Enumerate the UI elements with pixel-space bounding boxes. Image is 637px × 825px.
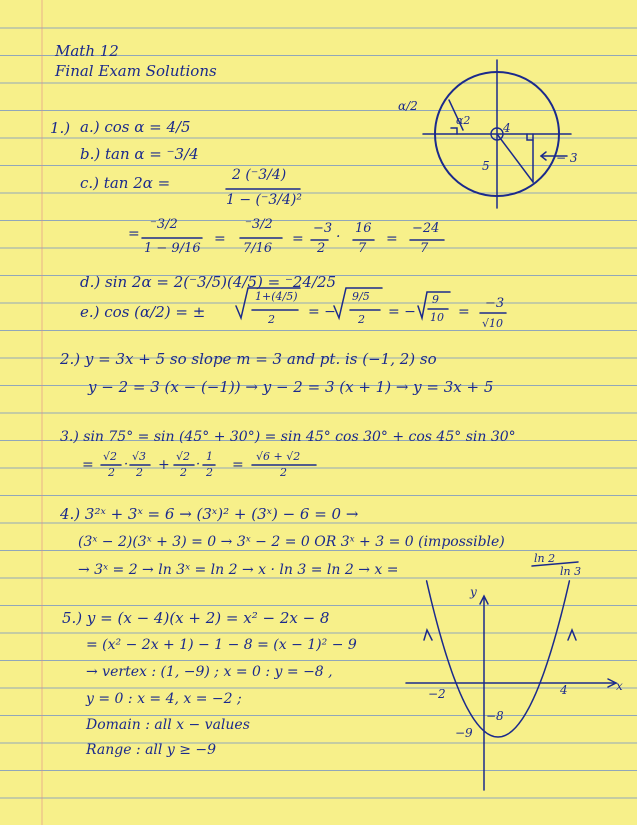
graph-vertex-label: −9 xyxy=(455,726,473,740)
problem-1c-f2-den: 7/16 xyxy=(243,241,273,256)
problem-1e-rad2-num: 9/5 xyxy=(352,290,370,303)
problem-1c-f2-num: ⁻3/2 xyxy=(245,217,273,232)
problem-3-f4-den: 2 xyxy=(206,466,213,479)
header-title: Final Exam Solutions xyxy=(55,62,217,80)
problem-1c-dot: · xyxy=(336,229,341,245)
diagram-side-4-label: 4 xyxy=(503,121,511,135)
problem-5-line3: → vertex : (1, −9) ; x = 0 : y = −8 , xyxy=(86,664,333,680)
problem-1c-eq3: = xyxy=(292,231,304,247)
problem-1c-eq4: = xyxy=(386,231,398,247)
problem-1e-rad1-den: 2 xyxy=(268,313,275,326)
graph-parabola-arrow-right xyxy=(568,630,576,640)
graph-x-axis-label: x xyxy=(616,679,623,693)
problem-1e-end-den: √10 xyxy=(482,317,504,330)
diagram-side-5-label: 5 xyxy=(482,159,490,173)
problem-3-eq1: = xyxy=(232,457,244,473)
problem-1d: d.) sin 2α = 2(⁻3/5)(4/5) = ⁻24/25 xyxy=(80,273,337,291)
problem-3-f2-num: √3 xyxy=(132,450,147,463)
diagram-right-angle xyxy=(527,134,533,140)
graph-y-axis-label: y xyxy=(470,585,477,599)
problem-1c-f4-den: 7 xyxy=(358,241,367,256)
diagram-radius xyxy=(497,134,533,182)
graph-parabola-arrow-left xyxy=(424,630,432,640)
problem-4-answer-num: ln 2 xyxy=(534,552,556,565)
problem-3-f1-num: √2 xyxy=(103,450,118,463)
problem-1e-rad1-num: 1+(4/5) xyxy=(255,290,298,303)
problem-3-line1: 3.) sin 75° = sin (45° + 30°) = sin 45° cos 30° + cos 45° sin 30° xyxy=(60,429,516,445)
problem-3-dot1: · xyxy=(124,457,129,472)
header-course: Math 12 xyxy=(55,42,119,60)
problem-3-dot2: · xyxy=(196,457,201,472)
problem-1e-rad2-den: 2 xyxy=(358,313,365,326)
problem-3-f4-num: 1 xyxy=(206,450,213,463)
problem-1e-end-num: −3 xyxy=(485,296,505,311)
diagram-right-angle-2 xyxy=(451,128,457,134)
problem-1c-f3-num: −3 xyxy=(313,221,333,236)
problem-1e-lhs: e.) cos (α/2) = ± xyxy=(80,303,206,321)
problem-1e-rad3-num: 9 xyxy=(432,293,439,306)
problem-5-line2: = (x² − 2x + 1) − 1 − 8 = (x − 1)² − 9 xyxy=(86,637,357,653)
problem-1c-f5-den: 7 xyxy=(420,241,429,256)
problem-5-line1: 5.) y = (x − 4)(x + 2) = x² − 2x − 8 xyxy=(62,609,330,627)
problem-1c-f1-den: 1 − 9/16 xyxy=(144,241,201,256)
problem-5-line4: y = 0 : x = 4, x = −2 ; xyxy=(86,691,242,707)
problem-1c-denominator: 1 − (⁻3/4)² xyxy=(226,192,302,208)
graph-root-neg2-label: −2 xyxy=(428,687,446,701)
problem-1c-f4-num: 16 xyxy=(355,221,372,236)
problem-1c-f3-den: 2 xyxy=(317,241,326,256)
problem-1c-eq: = xyxy=(128,226,140,242)
problem-5-range: Range : all y ≥ −9 xyxy=(86,742,217,758)
problem-3-f3-den: 2 xyxy=(180,466,187,479)
problem-1c-eq2: = xyxy=(214,231,226,247)
problem-2-line1: 2.) y = 3x + 5 so slope m = 3 and pt. is (−1, 2) so xyxy=(60,350,437,368)
problem-2-line2: y − 2 = 3 (x − (−1)) → y − 2 = 3 (x + 1) → y = 3x + 5 xyxy=(88,378,494,396)
problem-3-f2-den: 2 xyxy=(136,466,143,479)
problem-5-domain: Domain : all x − values xyxy=(86,717,250,733)
problem-1c-f1-num: ⁻3/2 xyxy=(150,217,178,232)
problem-1b: b.) tan α = ⁻3/4 xyxy=(80,145,199,163)
problem-1c-numerator: 2 (⁻3/4) xyxy=(232,167,287,183)
problem-1a: a.) cos α = 4/5 xyxy=(80,118,191,136)
problem-1e-eq: = xyxy=(458,304,470,320)
problem-4-line1: 4.) 3²ˣ + 3ˣ = 6 → (3ˣ)² + (3ˣ) − 6 = 0 → xyxy=(60,505,359,523)
diagram-half-angle-label: α/2 xyxy=(398,99,418,113)
diagram-side-3-label: − 3 xyxy=(556,151,578,165)
problem-1c-lhs: c.) tan 2α = xyxy=(80,174,171,192)
graph-root-4-label: 4 xyxy=(560,683,568,697)
problem-1c-f5-num: −24 xyxy=(412,221,440,236)
graph-y-intercept-label: −8 xyxy=(486,709,504,723)
problem-4-line3: → 3ˣ = 2 → ln 3ˣ = ln 2 → x · ln 3 = ln 2 → x = xyxy=(78,562,399,578)
problem-4-line2: (3ˣ − 2)(3ˣ + 3) = 0 → 3ˣ − 2 = 0 OR 3ˣ + 3 = 0 (impossible) xyxy=(78,534,505,550)
problem-1e-rad3-den: 10 xyxy=(430,311,444,324)
problem-4-answer-den: ln 3 xyxy=(560,565,582,578)
problem-3-f3-num: √2 xyxy=(176,450,191,463)
problem-3-plus: + xyxy=(158,457,170,473)
problem-1e-neg1: = − xyxy=(308,304,336,320)
diagram-angle-label: α2 xyxy=(456,114,471,127)
problem-1e-neg2: = − xyxy=(388,304,416,320)
problem-3-f1-den: 2 xyxy=(108,466,115,479)
problem-3-f5-den: 2 xyxy=(280,466,287,479)
problem-1-number: 1.) xyxy=(50,119,71,137)
problem-3-f5-num: √6 + √2 xyxy=(256,450,301,463)
problem-3-eq0: = xyxy=(82,457,94,473)
